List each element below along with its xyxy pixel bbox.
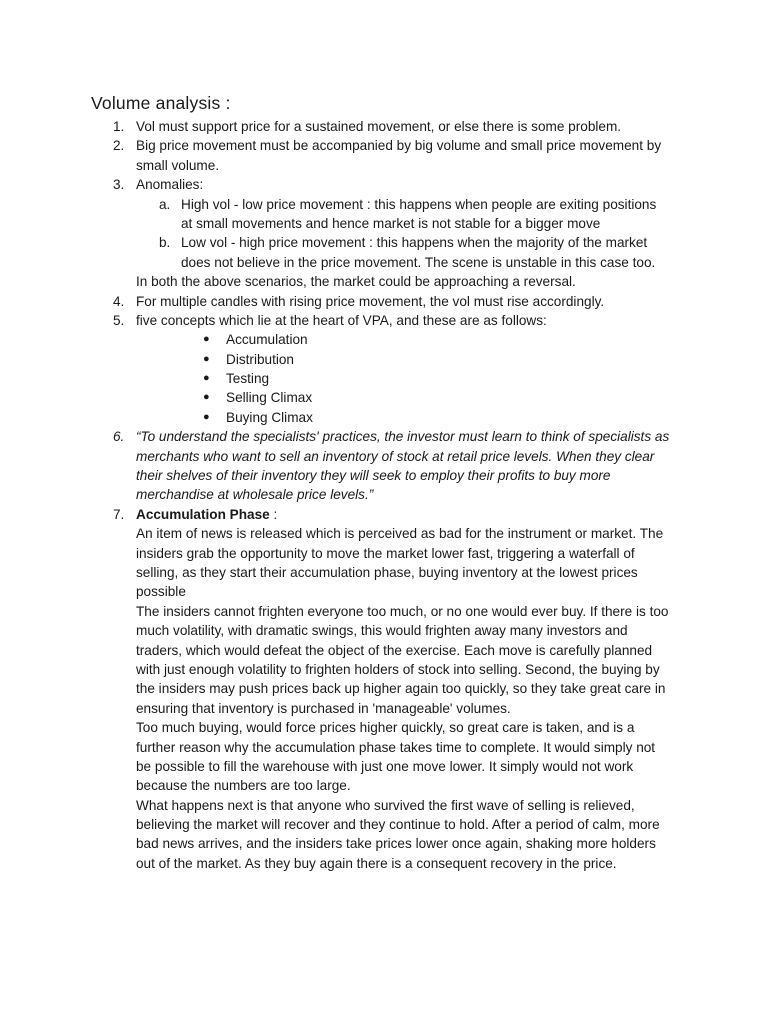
paragraph-line: further reason why the accumulation phase takes time to complete. It would simply not [136, 739, 656, 755]
heading-suffix: : [269, 506, 278, 522]
paragraph-line: insiders grab the opportunity to move the market lower fast, triggering a waterfall of [136, 545, 635, 561]
list-number: 5. [113, 312, 125, 328]
bullet-item [0, 350, 768, 369]
paragraph-line: selling, as they start their accumulation phase, buying inventory at the lowest prices [136, 564, 638, 580]
sub-item-line: at small movements and hence market is not stable for a bigger move [181, 215, 601, 231]
paragraph-line: possible [136, 584, 186, 600]
section-heading: Accumulation Phase [136, 506, 270, 522]
bullet-text: Accumulation [226, 332, 308, 348]
list-item [0, 505, 768, 524]
list-text: Big price movement must be accompanied by big volume and small price movement by [136, 138, 662, 154]
list-item [0, 311, 768, 330]
quote-line: their shelves of their inventory they will seek to employ their profits to buy more [136, 468, 611, 484]
list-item [0, 175, 768, 194]
list-number: 6. [113, 429, 125, 445]
quote-line: merchandise at wholesale price levels.” [136, 487, 374, 503]
paragraph-line: be possible to fill the warehouse with just one move lower. It simply would not work [136, 758, 634, 774]
list-text: Vol must support price for a sustained movement, or else there is some problem. [136, 119, 622, 134]
bullet-icon: ● [203, 352, 210, 365]
paragraph-line: The insiders cannot frighten everyone too much, or no one would ever buy. If there is too [136, 603, 669, 619]
bullet-item [0, 369, 768, 388]
bullet-item [0, 408, 768, 427]
bullet-icon: ● [203, 410, 210, 423]
page-title: Volume analysis : [91, 93, 231, 113]
list-text: For multiple candles with rising price movement, the vol must rise accordingly. [136, 293, 605, 309]
bullet-icon: ● [203, 333, 210, 346]
sub-item-text: High vol - low price movement : this happens when people are exiting positions [181, 196, 657, 212]
quote-text: “To understand the specialists' practices, the investor must learn to think of specialists as [136, 429, 670, 445]
list-number: 7. [113, 506, 125, 522]
bullet-icon: ● [203, 372, 210, 385]
bullet-icon: ● [203, 391, 210, 404]
list-number: 2. [113, 138, 125, 154]
list-number: 1. [113, 119, 125, 134]
list-text: five concepts which lie at the heart of VPA, and these are as follows: [136, 312, 547, 328]
bullet-item [0, 388, 768, 407]
paragraph-line: with just enough volatility to frighten holders of stock into selling. Second, the buying by [136, 661, 660, 677]
paragraph-line: believing the market will recover and they continue to hold. After a period of calm, more [136, 817, 660, 833]
sub-item-text: Low vol - high price movement : this happens when the majority of the market [181, 235, 648, 251]
paragraph-line: out of the market. As they buy again there is a consequent recovery in the price. [136, 855, 617, 871]
sub-item [0, 233, 768, 252]
bullet-text: Selling Climax [226, 390, 313, 406]
list-item [0, 292, 768, 311]
bullet-text: Testing [226, 371, 270, 387]
list-number: 4. [113, 293, 125, 309]
list-item [0, 427, 768, 446]
paragraph-line: ensuring that inventory is purchased in 'manageable' volumes. [136, 700, 511, 716]
list-note: In both the above scenarios, the market could be approaching a reversal. [136, 274, 576, 290]
list-text: Anomalies: [136, 177, 204, 193]
list-text-line: small volume. [136, 157, 220, 173]
quote-line: merchants who want to sell an inventory of stock at retail price levels. When they clear [136, 448, 655, 464]
sub-item-letter: a. [159, 196, 171, 212]
paragraph-line: An item of news is released which is perceived as bad for the instrument or market. The [136, 526, 664, 542]
paragraph-line: the insiders may push prices back up higher again too quickly, so they take great care in [136, 681, 666, 697]
paragraph-line: What happens next is that anyone who survived the first wave of selling is relieved, [136, 797, 635, 813]
sub-item [0, 195, 768, 214]
bullet-text: Buying Climax [226, 409, 313, 425]
sub-item-line: does not believe in the price movement. The scene is unstable in this case too. [181, 254, 656, 270]
paragraph-line: much volatility, with dramatic swings, this would frighten away many investors and [136, 623, 628, 639]
paragraph-line: Too much buying, would force prices higher quickly, so great care is taken, and is a [136, 720, 635, 736]
paragraph-line: because the numbers are too large. [136, 778, 351, 794]
paragraph-line: bad news arrives, and the insiders take prices lower once again, shaking more holders [136, 836, 656, 852]
bullet-item [0, 330, 768, 349]
list-item [0, 117, 768, 136]
bullet-text: Distribution [226, 351, 294, 367]
sub-item-letter: b. [159, 235, 171, 251]
paragraph-line: traders, which would defeat the object of the exercise. Each move is carefully planned [136, 642, 653, 658]
volume-list [0, 117, 768, 873]
list-number: 3. [113, 177, 125, 193]
list-item [0, 136, 768, 155]
